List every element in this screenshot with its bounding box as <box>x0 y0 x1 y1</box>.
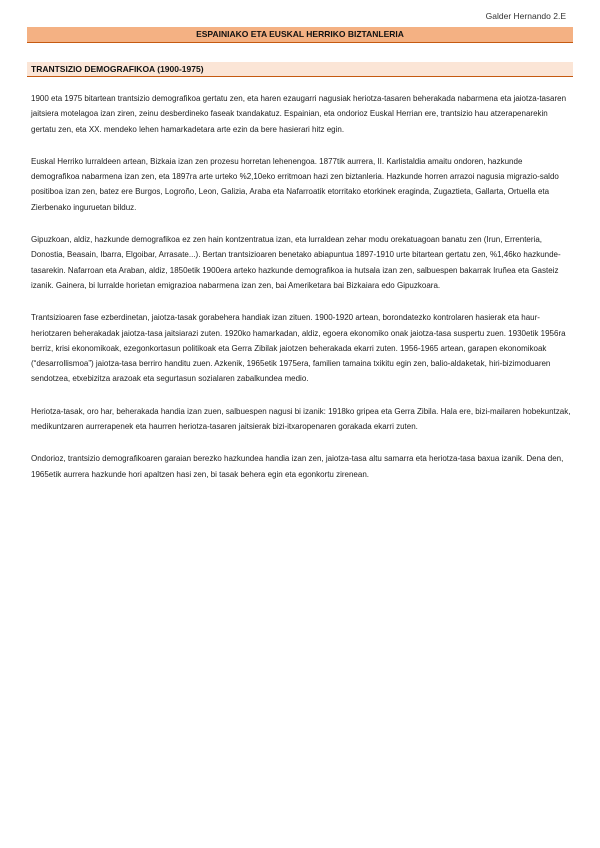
author-header: Galder Hernando 2.E <box>485 11 566 21</box>
paragraph: Heriotza-tasak, oro har, beherakada handia izan zuen, salbuespen nagusi bi izanik: 1918ko gripea eta Gerra Zibila. Hala ere, bizi-mailaren hobekuntzak, medikuntzaren aurrerapenek eta haurren heriotza-tasaren jaitsierak bizi-itxaropenaren gorakada ekarri zuten. <box>31 406 571 432</box>
paragraph: Gipuzkoan, aldiz, hazkunde demografikoa ez zen hain kontzentratua izan, eta lurraldean zehar modu orekatuagoan banatu zen (Irun, Errenteria, Donostia, Beasain, Ibarra, Elgoibar, Arrasate...). Bertan trantsizioaren benetako abiapuntua 1897-1910 urte bitartean gertatu zen, %1,46ko hazkunde-tasarekin. Nafarroan eta Araban, aldiz, 1850etik 1900era arteko hazkunde demografikoa ia hutsala izan zen, salbuespen bakarrak Iruñea eta Gasteiz izanik. Gainera, bi lurralde horietan emigrazioa nabarmena izan zen, bai Ameriketara bai Bizkaiara edo Gipuzkoara. <box>31 235 561 290</box>
section-title: TRANTSIZIO DEMOGRAFIKOA (1900-1975) <box>27 62 573 77</box>
paragraph: Trantsizioaren fase ezberdinetan, jaiotza-tasak gorabehera handiak izan zituen. 1900-1920 artean, borondatezko kontrolaren hasierak eta haur-heriotzaren beherakadak jaiotza-tasa jaitsiarazi zuten. 1920ko hamarkadan, aldiz, egoera ekonomiko onak jaiotza-tasa suspertu zuen. 1930etik 1956ra berriz, krisi ekonomikoak, ezegonkortasun politikoak eta Gerra Zibilak jaiotzen beherakada ekarri zuten. 1956-1965 artean, garapen ekonomikoak (“desarrollismoa”) jaiotza-tasa berriro handitu zuen. Azkenik, 1965etik 1975era, familien tamaina txikitu egin zen, balio-aldaketak, hiri-bizimoduaren sendotzea, etxebizitza arazoak eta segurtasun sozialaren zabalkundea medio. <box>31 313 566 384</box>
paragraph: Euskal Herriko lurraldeen artean, Bizkaia izan zen prozesu horretan lehenengoa. 1877tik aurrera, II. Karlistaldia amaitu ondoren, hazkunde demografikoa nabarmena izan zen, eta 1897ra arte urteko %2,10eko erritmoan hazi zen biztanleria. Hazkunde horren arrazoi nagusia migrazio-saldo positiboa izan zen, batez ere Burgos, Logroño, Leon, Galizia, Araba eta Nafarroatik etorritako etorkinek eraginda, Zugaztieta, Gallarta, Ortuella eta Zierbenako inguruetan bilduz. <box>31 156 559 212</box>
document-title: ESPAINIAKO ETA EUSKAL HERRIKO BIZTANLERIA <box>27 27 573 43</box>
body-content <box>31 91 571 499</box>
paragraph: 1900 eta 1975 bitartean trantsizio demografikoa gertatu zen, eta haren ezaugarri nagusiak heriotza-tasaren beherakada nabarmena eta jaiotza-tasaren jaitsiera motelagoa izan ziren, zeinu desberdineko faseak txandakatuz. Espainian, eta ondorioz Euskal Herrian ere, trantsizio hau atzerapenarekin gertatu zen, eta XX. mendeko lehen hamarkadetara arte ezin da bere hasierari hitz egin. <box>31 94 567 134</box>
paragraph: Ondorioz, trantsizio demografikoaren garaian berezko hazkundea handia izan zen, jaiotza-tasa altu samarra eta heriotza-tasa baxua izanik. Dena den, 1965etik aurrera hazkunde hori apaltzen hasi zen, bi tasak behera egin eta egonkortu zirenean. <box>31 454 564 479</box>
